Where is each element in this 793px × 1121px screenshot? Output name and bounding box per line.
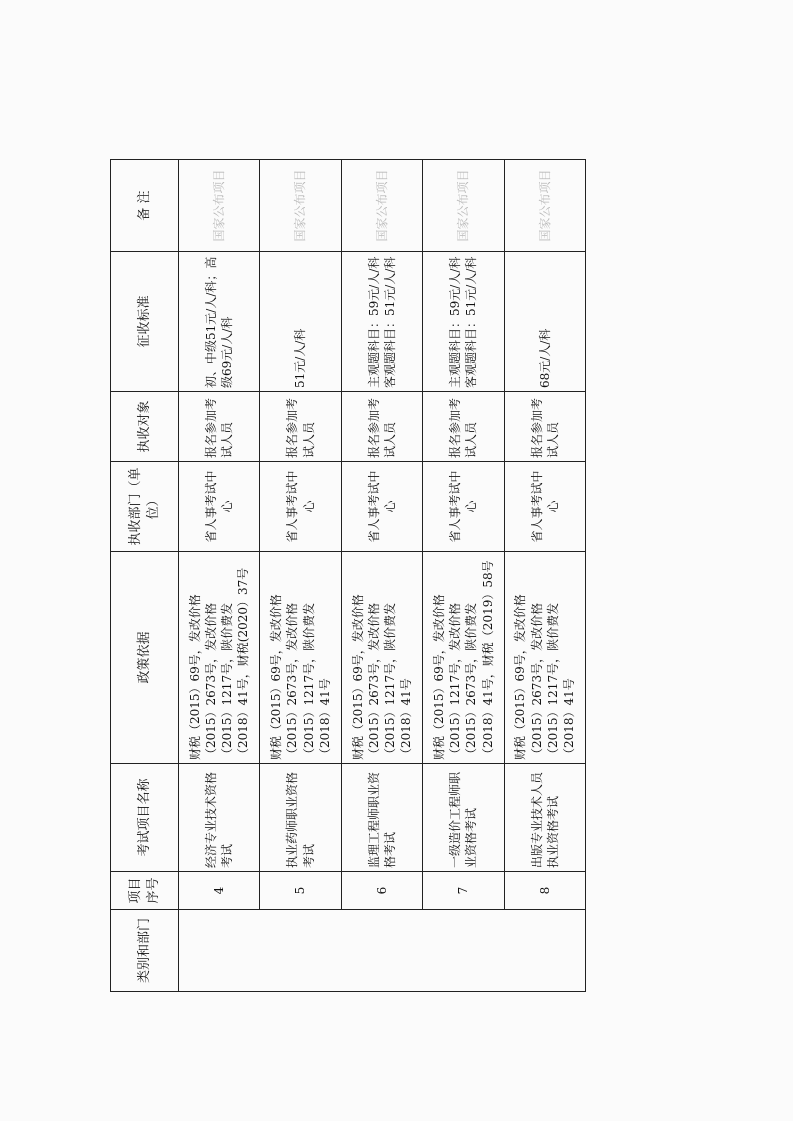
dept-cell: 省人事考试中心 <box>423 462 504 552</box>
note-cell: 国家公布项目 <box>260 160 341 252</box>
name-cell: 经济专业技术资格考试 <box>179 764 260 872</box>
header-row <box>111 160 179 992</box>
name-cell: 监理工程师职业资格考试 <box>341 764 422 872</box>
header-dept: 执收部门（单位） <box>111 462 179 552</box>
dept-cell: 省人事考试中心 <box>504 462 585 552</box>
policy-cell: 财税（2015）69号，发改价格（2015）1217号，发改价格（2015）2673号，陕价费发（2018）41号，财税（2019）58号 <box>423 552 504 764</box>
category-cell <box>179 910 586 992</box>
note-cell: 国家公布项目 <box>341 160 422 252</box>
policy-cell: 财税（2015）69号，发改价格（2015）2673号，发改价格（2015）1217号，陕价费发（2018）41号 <box>260 552 341 764</box>
seq-cell: 6 <box>341 872 422 910</box>
header-note: 备 注 <box>111 160 179 252</box>
fee-table-rotated <box>110 160 586 992</box>
target-cell: 报名参加考试人员 <box>504 392 585 462</box>
policy-cell: 财税（2015）69号，发改价格（2015）2673号，发改价格（2015）1217号，陕价费发（2018）41号 <box>504 552 585 764</box>
standard-cell: 51元/人/科 <box>260 252 341 392</box>
table-row <box>341 160 422 992</box>
standard-cell: 主观题科目：59元/人/科 客观题科目：51元/人/科 <box>341 252 422 392</box>
seq-cell: 4 <box>179 872 260 910</box>
table-row <box>423 160 504 992</box>
policy-cell: 财税（2015）69号，发改价格（2015）2673号，发改价格（2015）1217号，陕价费发（2018）41号，财税(2020）37号 <box>179 552 260 764</box>
table-row <box>179 160 260 992</box>
note-cell: 国家公布项目 <box>179 160 260 252</box>
name-cell: 执业药师职业资格考试 <box>260 764 341 872</box>
header-name: 考试项目名称 <box>111 764 179 872</box>
exam-fee-table <box>110 159 586 992</box>
dept-cell: 省人事考试中心 <box>260 462 341 552</box>
target-cell: 报名参加考试人员 <box>423 392 504 462</box>
target-cell: 报名参加考试人员 <box>260 392 341 462</box>
name-cell: 出版专业技术人员执业资格考试 <box>504 764 585 872</box>
header-category: 类别和部门 <box>111 910 179 992</box>
standard-cell: 68元/人/科 <box>504 252 585 392</box>
header-standard: 征收标准 <box>111 252 179 392</box>
seq-cell: 7 <box>423 872 504 910</box>
header-policy: 政策依据 <box>111 552 179 764</box>
standard-cell: 主观题科目：59元/人/科 客观题科目：51元/人/科 <box>423 252 504 392</box>
dept-cell: 省人事考试中心 <box>179 462 260 552</box>
header-target: 执收对象 <box>111 392 179 462</box>
name-cell: 一级造价工程师职业资格考试 <box>423 764 504 872</box>
table-row <box>504 160 585 992</box>
target-cell: 报名参加考试人员 <box>341 392 422 462</box>
header-seq: 项目序号 <box>111 872 179 910</box>
note-cell: 国家公布项目 <box>423 160 504 252</box>
seq-cell: 5 <box>260 872 341 910</box>
seq-cell: 8 <box>504 872 585 910</box>
target-cell: 报名参加考试人员 <box>179 392 260 462</box>
table-row <box>260 160 341 992</box>
dept-cell: 省人事考试中心 <box>341 462 422 552</box>
policy-cell: 财税（2015）69号，发改价格（2015）2673号，发改价格（2015）1217号，陕价费发（2018）41号 <box>341 552 422 764</box>
note-cell: 国家公布项目 <box>504 160 585 252</box>
standard-cell: 初、中级51元/人/科；高级69元/人/科 <box>179 252 260 392</box>
